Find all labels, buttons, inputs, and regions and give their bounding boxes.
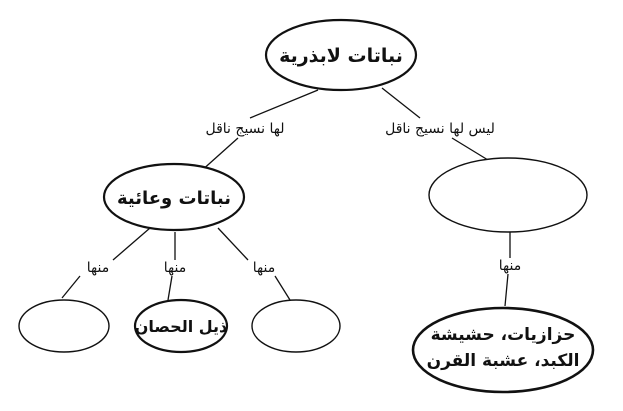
edge-label-left: منها — [86, 260, 110, 276]
edge-vascular-to-left-lower — [62, 276, 80, 298]
edge-root-to-vascular — [250, 90, 318, 118]
edge-vascular-to-right — [218, 228, 248, 260]
nonvascular-child-node — [413, 308, 593, 392]
nonvascular-node — [429, 158, 587, 232]
edge-label-right: منها — [252, 260, 276, 276]
nonvascular-child-line2: الكبد، عشبة القرن — [426, 351, 580, 371]
vascular-child-empty-right — [252, 300, 340, 352]
horsetail-label: ذيل الحصان — [134, 317, 228, 336]
vascular-child-empty-left — [19, 300, 109, 352]
nonvascular-child-line1: حزازيات، حشيشة — [430, 325, 576, 345]
edge-root-to-nonvascular — [382, 88, 420, 118]
branch-left-label: لها نسيج ناقل — [205, 121, 285, 137]
edge-vascular-to-middle-lower — [168, 276, 172, 300]
branch-right-label: ليس لها نسيج ناقل — [385, 121, 495, 137]
edge-label-middle: منها — [163, 260, 187, 276]
edge-nonvascular-to-child-lower — [505, 274, 508, 306]
root-label: نباتات لابذرية — [279, 45, 403, 67]
edge-root-to-nonvascular-lower — [452, 138, 488, 160]
vascular-label: نباتات وعائية — [116, 188, 232, 209]
edge-label-nonvascular: منها — [498, 258, 522, 274]
edge-vascular-to-left — [113, 228, 150, 260]
edge-vascular-to-right-lower — [275, 276, 290, 300]
